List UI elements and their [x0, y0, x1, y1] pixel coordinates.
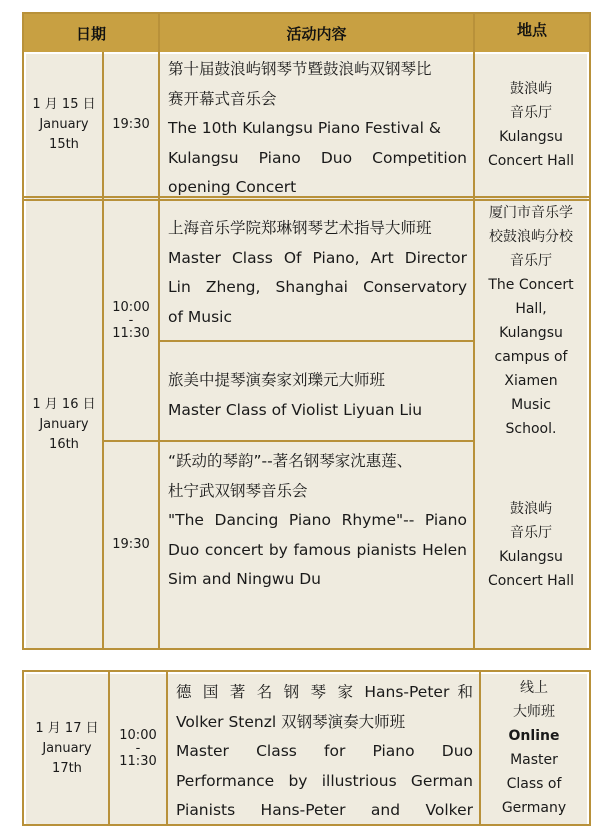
column-divider [158, 14, 160, 52]
venue-line: campus of [494, 348, 568, 365]
activity-cell [168, 678, 479, 824]
venue-line: 大师班 [513, 704, 555, 720]
activity-line: The 10th Kulangsu Piano Festival & [168, 119, 441, 137]
time-text: 19:30 [112, 117, 150, 132]
date-month: January [39, 416, 89, 432]
venue-line-online: Online [508, 728, 560, 744]
venue-line: Concert Hall [487, 573, 575, 589]
venue-line: 音乐厅 [510, 105, 552, 121]
activity-line: Master Class for Piano Duo [176, 742, 473, 760]
venue-line: 音乐厅 [510, 525, 552, 541]
venue-cell [475, 54, 587, 196]
venue-line: The Concert [488, 276, 574, 293]
activity-line: 德 国 著 名 钢 琴 家 Hans-Peter 和 [176, 683, 473, 701]
venue-cell [481, 676, 587, 824]
date-month: January [42, 741, 92, 756]
date-cn: 1 月 15 日 [32, 97, 96, 112]
activity-line: Pianists Hans-Peter and Volker [176, 801, 473, 819]
date-cell [26, 674, 108, 824]
venue-line: Kulangsu [499, 129, 563, 145]
venue-line: 线上 [520, 680, 548, 696]
date-cn: 1 月 16 日 [32, 396, 96, 412]
time-start: 10:00 [112, 299, 150, 315]
time-cell [104, 201, 158, 440]
time-separator: - [128, 312, 134, 328]
activity-line: Master Class of Violist Liyuan Liu [168, 400, 423, 419]
venue-line: Music [511, 396, 551, 413]
venue-line: Concert Hall [487, 153, 575, 169]
activity-line: Sim and Ningwu Du [168, 570, 322, 588]
time-text: 19:30 [112, 537, 150, 552]
activity-line: 旅美中提琴演奏家刘瓅元大师班 [168, 371, 386, 389]
activity-line: Performance by illustrious German [176, 771, 473, 790]
header-venue-label: 地点 [516, 20, 547, 39]
venue-line: 鼓浪屿 [510, 81, 552, 97]
venue-line: Hall, [515, 300, 547, 317]
activity-line: 第十届鼓浪屿钢琴节暨鼓浪屿双钢琴比 [168, 60, 432, 78]
activity-line: Kulangsu Piano Duo Competition [168, 148, 467, 167]
column-gap [587, 52, 589, 648]
date-month: January [39, 117, 89, 132]
activity-line: 上海音乐学院郑琳钢琴艺术指导大师班 [168, 219, 432, 237]
header-activity [160, 14, 473, 52]
activity-line: Lin Zheng, Shanghai Conservatory [168, 278, 467, 296]
time-cell [104, 442, 158, 648]
activity-line: Duo concert by famous pianists Helen [168, 540, 467, 559]
venue-line: School. [505, 420, 557, 437]
venue-line: 校鼓浪屿分校 [489, 228, 573, 245]
date-day: 16th [49, 436, 79, 452]
activity-line: 杜宁武双钢琴音乐会 [168, 481, 308, 500]
activity-line: Volker Stenzl 双钢琴演奏大师班 [176, 712, 406, 731]
venue-line: 音乐厅 [510, 252, 552, 269]
venue-line: 鼓浪屿 [510, 501, 552, 517]
date-day: 15th [49, 137, 79, 152]
activity-line: 赛开幕式音乐会 [168, 89, 277, 108]
time-cell [110, 674, 166, 824]
venue-line: Master [510, 752, 558, 768]
date-cell [26, 54, 102, 196]
venue-line: Kulangsu [499, 549, 563, 565]
header-date [24, 14, 158, 52]
activity-cell [160, 214, 473, 340]
date-cell [26, 201, 102, 648]
activity-cell [160, 447, 473, 647]
time-cell [104, 54, 158, 196]
header-date-label: 日期 [75, 24, 106, 43]
time-start: 10:00 [119, 728, 157, 743]
venue-line: Kulangsu [499, 324, 563, 341]
time-separator: - [135, 741, 141, 756]
venue-line: 厦门市音乐学 [489, 204, 573, 221]
venue-cell [475, 442, 587, 648]
venue-cell [475, 201, 587, 440]
date-day: 17th [52, 761, 82, 776]
time-end: 11:30 [119, 754, 157, 769]
activity-line: opening Concert [168, 178, 297, 196]
row-divider [160, 340, 475, 342]
venue-line: Class of [506, 776, 562, 792]
venue-line: Xiamen [504, 372, 558, 389]
header-venue [475, 14, 589, 52]
activity-cell [160, 55, 473, 196]
time-end: 11:30 [112, 325, 150, 341]
activity-line: of Music [168, 307, 232, 326]
activity-line: Master Class Of Piano, Art Director [168, 248, 467, 267]
activity-line: “跃动的琴韵”--著名钢琴家沈惠莲、 [168, 452, 413, 470]
column-gap [587, 672, 589, 824]
activity-cell [160, 366, 473, 440]
venue-line: Germany [501, 800, 567, 816]
date-cn: 1 月 17 日 [35, 721, 99, 736]
header-activity-label: 活动内容 [286, 24, 347, 43]
activity-line: "The Dancing Piano Rhyme"-- Piano [168, 511, 467, 529]
